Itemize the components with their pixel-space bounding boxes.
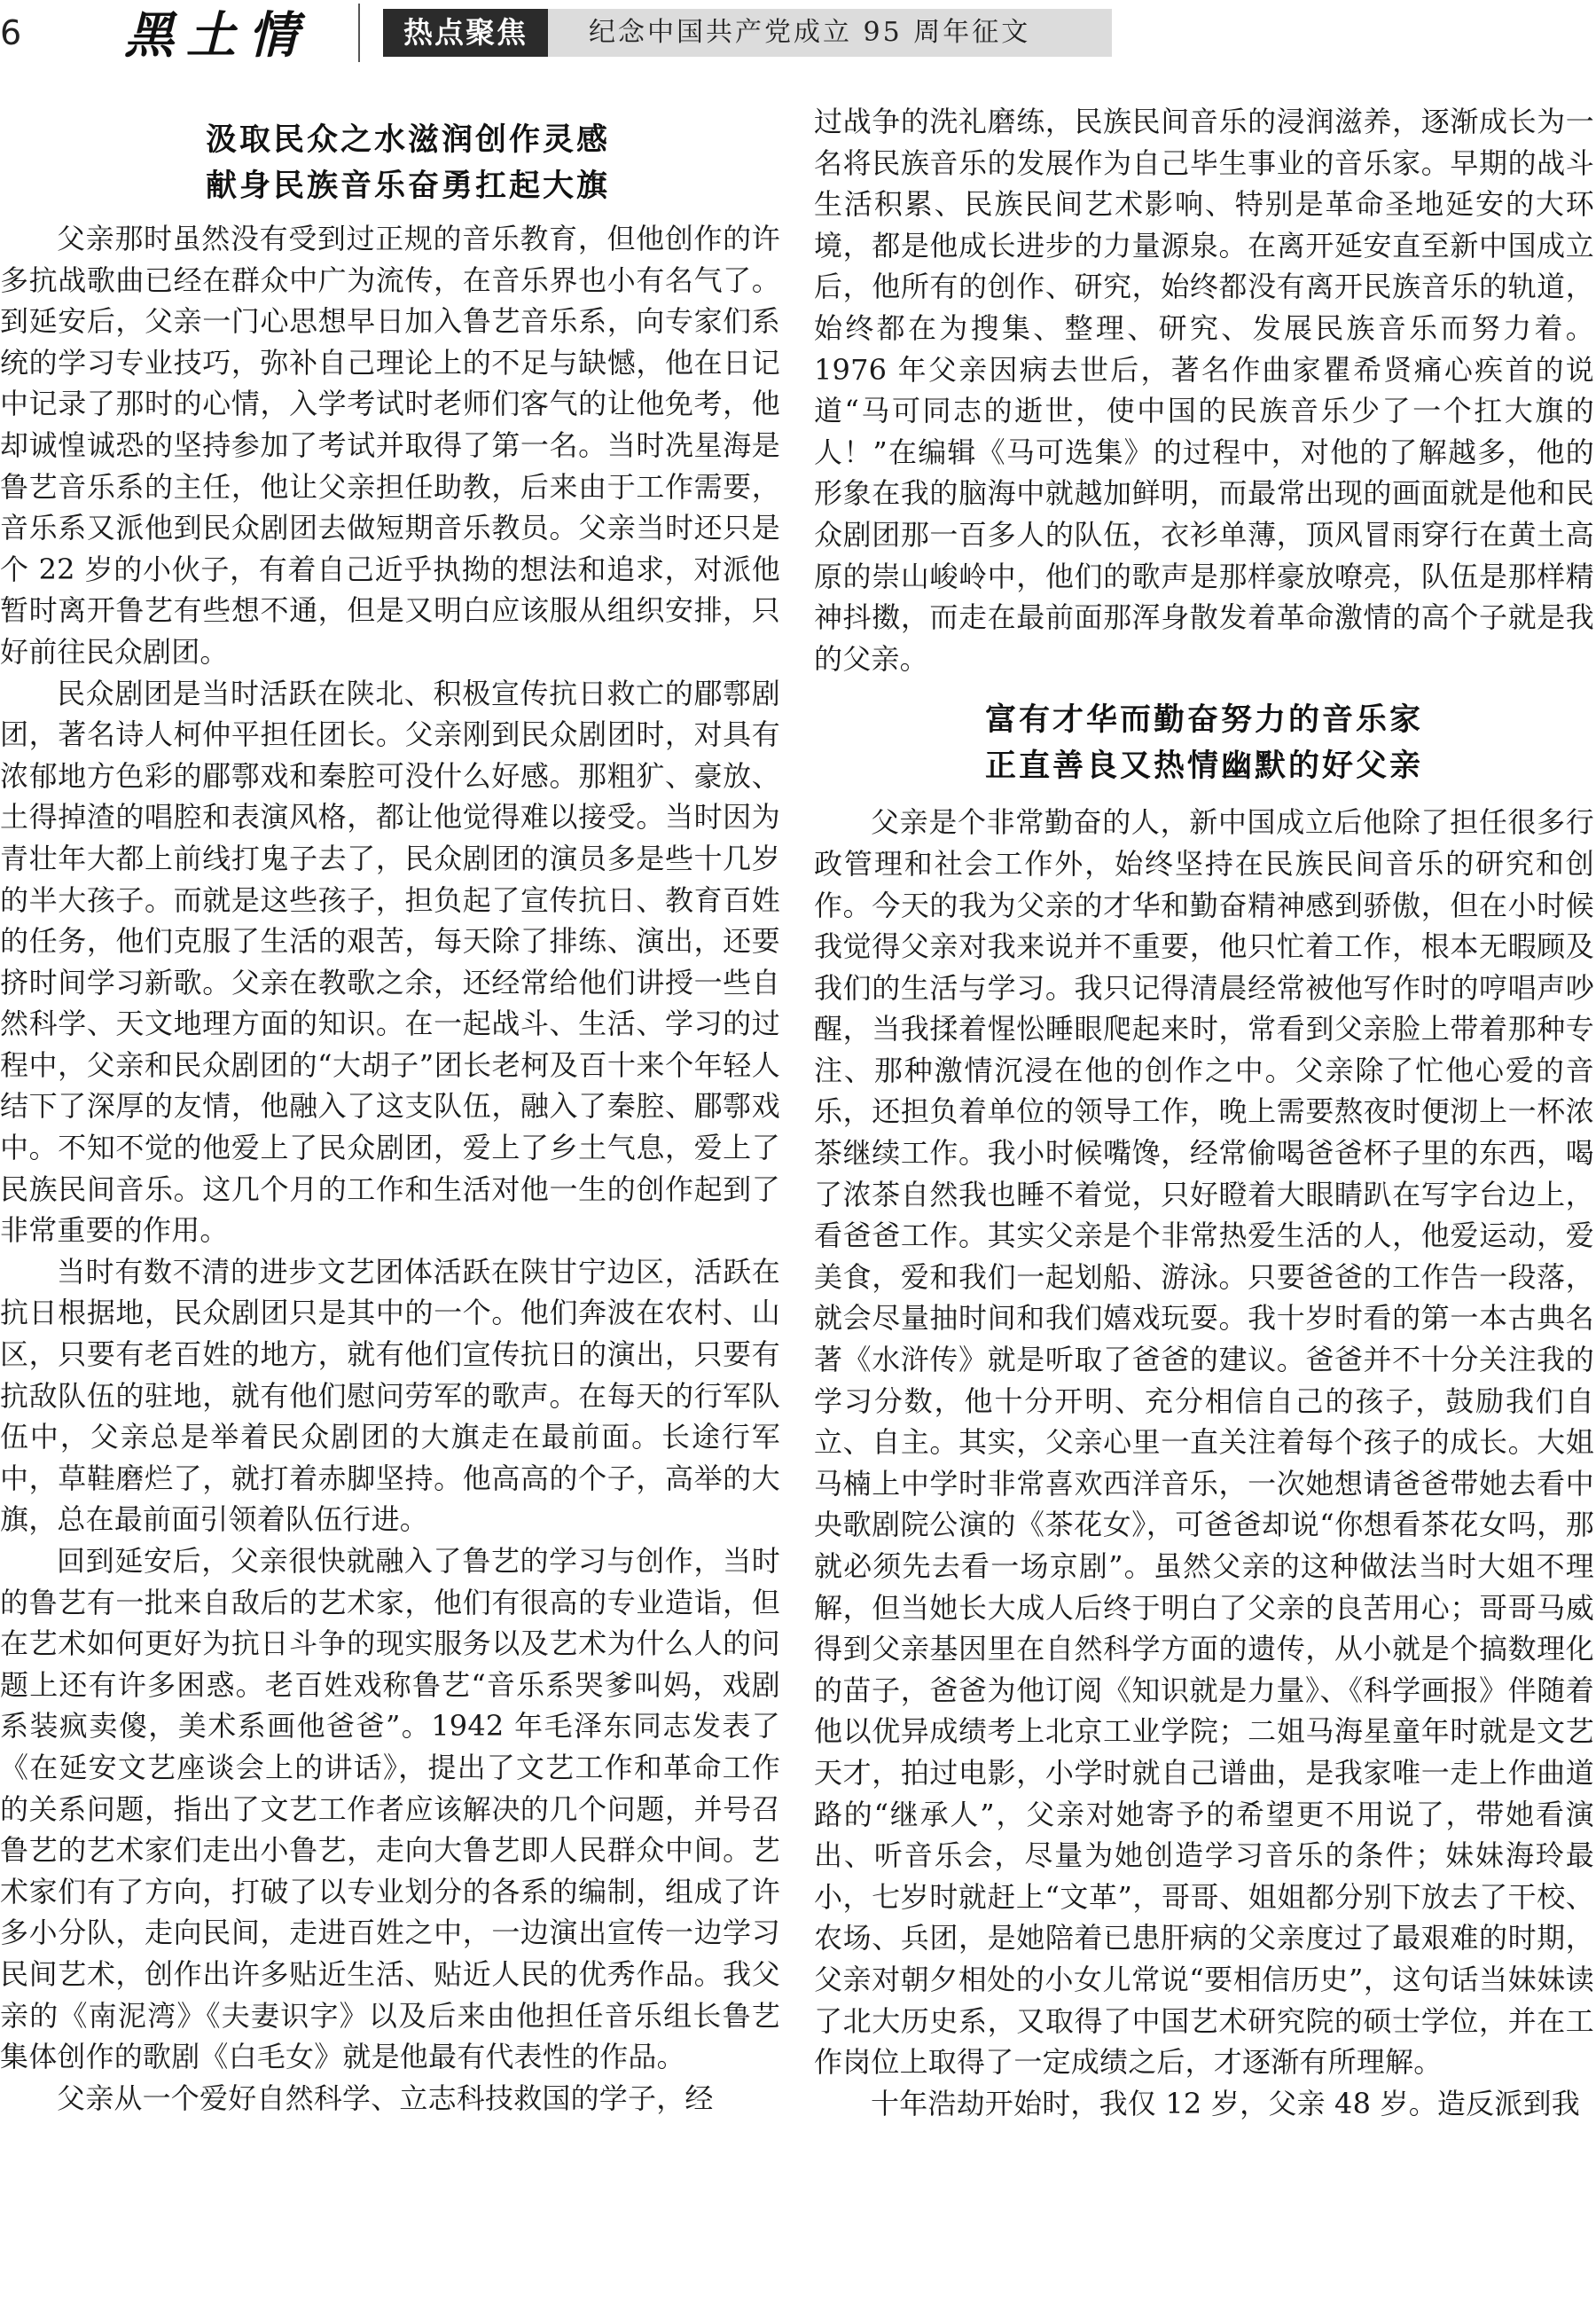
section-headline xyxy=(814,697,1594,789)
page-header xyxy=(0,0,1596,73)
left-column xyxy=(0,114,780,2119)
headline-line-1: 富有才华而勤奋努力的音乐家 xyxy=(984,702,1423,739)
paragraph: 父亲是个非常勤奋的人，新中国成立后他除了担任很多行政管理和社会工作外，始终坚持在民族民间音乐的研究和创作。今天的我为父亲的才华和勤奋精神感到骄傲，但在小时候我觉得父亲对我来说并不重要，他只忙着工作，根本无暇顾及我们的生活与学习。我只记得清晨经常被他写作时的哼唱声吵醒，当我揉着惺忪睡眼爬起来时，常看到父亲脸上带着那种专注、那种激情沉浸在他的创作之中。父亲除了忙他心爱的音乐，还担负着单位的领导工作，晚上需要熬夜时便沏上一杯浓茶继续工作。我小时候嘴馋，经常偷喝爸爸杯子里的东西，喝了浓茶自然我也睡不着觉，只好瞪着大眼睛趴在写字台边上，看爸爸工作。其实父亲是个非常热爱生活的人，他爱运动，爱美食，爱和我们一起划船、游泳。只要爸爸的工作告一段落，就会尽量抽时间和我们嬉戏玩耍。我十岁时看的第一本古典名著《水浒传》就是听取了爸爸的建议。爸爸并不十分关注我的学习分数，他十分开明、充分相信自己的孩子，鼓励我们自立、自主。其实，父亲心里一直关注着每个孩子的成长。大姐马楠上中学时非常喜欢西洋音乐，一次她想请爸爸带她去看中央歌剧院公演的《茶花女》，可爸爸却说“你想看茶花女吗，那就必须先去看一场京剧”。虽然父亲的这种做法当时大姐不理解，但当她长大成人后终于明白了父亲的良苦用心；哥哥马威得到父亲基因里在自然科学方面的遗传，从小就是个搞数理化的苗子，爸爸为他订阅《知识就是力量》、《科学画报》伴随着他以优异成绩考上北京工业学院；二姐马海星童年时就是文艺天才，拍过电影，小学时就自己谱曲，是我家唯一走上作曲道路的“继承人”，父亲对她寄予的希望更不用说了，带她看演出、听音乐会，尽量为她创造学习音乐的条件；妹妹海玲最小，七岁时就赶上“文革”，哥哥、姐姐都分别下放去了干校、农场、兵团，是她陪着已患肝病的父亲度过了最艰难的时期，父亲对朝夕相处的小女儿常说“要相信历史”，这句话当妹妹读了北大历史系，又取得了中国艺术研究院的硕士学位，并在工作岗位上取得了一定成绩之后，才逐渐有所理解。 xyxy=(814,805,1594,2080)
masthead-logo: 黑土情 xyxy=(124,6,310,65)
headline-line-2: 正直善良又热情幽默的好父亲 xyxy=(984,748,1423,785)
section-headline xyxy=(0,117,780,209)
paragraph: 父亲从一个爱好自然科学、立志科技救国的学子，经 xyxy=(57,2081,714,2115)
series-title: 纪念中国共产党成立 95 周年征文 xyxy=(548,9,1112,57)
section-tag: 热点聚焦 xyxy=(383,9,548,57)
right-column xyxy=(814,101,1594,2124)
paragraph: 回到延安后，父亲很快就融入了鲁艺的学习与创作，当时的鲁艺有一批来自敌后的艺术家，他们有很高的专业造诣，但在艺术如何更好为抗日斗争的现实服务以及艺术为什么人的问题上还有许多困惑。老百姓戏称鲁艺“音乐系哭爹叫妈，戏剧系装疯卖傻，美术系画他爸爸”。1942 年毛泽东同志发表了《在延安文艺座谈会上的讲话》，提出了文艺工作和革命工作的关系问题，指出了文艺工作者应该解决的几个问题，并号召鲁艺的艺术家们走出小鲁艺，走向大鲁艺即人民群众中间。艺术家们有了方向，打破了以专业划分的各系的编制，组成了许多小分队，走向民间，走进百姓之中，一边演出宣传一边学习民间艺术，创作出许多贴近生活、贴近人民的优秀作品。我父亲的《南泥湾》《夫妻识字》以及后来由他担任音乐组长鲁艺集体创作的歌剧《白毛女》就是他最有代表性的作品。 xyxy=(0,1544,780,2074)
paragraph: 当时有数不清的进步文艺团体活跃在陕甘宁边区，活跃在抗日根据地，民众剧团只是其中的一个。他们奔波在农村、山区，只要有老百姓的地方，就有他们宣传抗日的演出，只要有抗敌队伍的驻地，就有他们慰问劳军的歌声。在每天的行军队伍中，父亲总是举着民众剧团的大旗走在最前面。长途行军中，草鞋磨烂了，就打着赤脚坚持。他高高的个子，高举的大旗，总在最前面引领着队伍行进。 xyxy=(0,1254,780,1537)
header-divider xyxy=(358,4,360,62)
page-number: 6 xyxy=(0,13,22,52)
headline-line-1: 汲取民众之水滋润创作灵感 xyxy=(205,122,610,158)
paragraph: 十年浩劫开始时，我仅 12 岁，父亲 48 岁。造反派到我 xyxy=(871,2086,1580,2120)
headline-line-2: 献身民族音乐奋勇扛起大旗 xyxy=(205,168,610,204)
paragraph: 民众剧团是当时活跃在陕北、积极宣传抗日救亡的郿鄠剧团，著名诗人柯仲平担任团长。父亲刚到民众剧团时，对具有浓郁地方色彩的郿鄠戏和秦腔可没什么好感。那粗犷、豪放、土得掉渣的唱腔和表演风格，都让他觉得难以接受。当时因为青壮年大都上前线打鬼子去了，民众剧团的演员多是些十几岁的半大孩子。而就是这些孩子，担负起了宣传抗日、教育百姓的任务，他们克服了生活的艰苦，每天除了排练、演出，还要挤时间学习新歌。父亲在教歌之余，还经常给他们讲授一些自然科学、天文地理方面的知识。在一起战斗、生活、学习的过程中，父亲和民众剧团的“大胡子”团长老柯及百十来个年轻人结下了深厚的友情，他融入了这支队伍，融入了秦腔、郿鄠戏中。不知不觉的他爱上了民众剧团，爱上了乡土气息，爱上了民族民间音乐。这几个月的工作和生活对他一生的创作起到了非常重要的作用。 xyxy=(0,676,780,1248)
continued-paragraph: 过战争的洗礼磨练，民族民间音乐的浸润滋养，逐渐成长为一名将民族音乐的发展作为自己毕生事业的音乐家。早期的战斗生活积累、民族民间艺术影响、特别是革命圣地延安的大环境，都是他成长进步的力量源泉。在离开延安直至新中国成立后，他所有的创作、研究，始终都没有离开民族音乐的轨道，始终都在为搜集、整理、研究、发展民族音乐而努力着。1976 年父亲因病去世后，著名作曲家瞿希贤痛心疾首的说道“马可同志的逝世，使中国的民族音乐少了一个扛大旗的人！”在编辑《马可选集》的过程中，对他的了解越多，他的形象在我的脑海中就越加鲜明，而最常出现的画面就是他和民众剧团那一百多人的队伍，衣衫单薄，顶风冒雨穿行在黄土高原的崇山峻岭中，他们的歌声是那样豪放嘹亮，队伍是那样精神抖擞，而走在最前面那浑身散发着革命激情的高个子就是我的父亲。 xyxy=(814,105,1594,676)
paragraph: 父亲那时虽然没有受到过正规的音乐教育，但他创作的许多抗战歌曲已经在群众中广为流传，在音乐界也小有名气了。到延安后，父亲一门心思想早日加入鲁艺音乐系，向专家们系统的学习专业技巧，弥补自己理论上的不足与缺憾，他在日记中记录了那时的心情，入学考试时老师们客气的让他免考，他却诚惶诚恐的坚持参加了考试并取得了第一名。当时冼星海是鲁艺音乐系的主任，他让父亲担任助教，后来由于工作需要，音乐系又派他到民众剧团去做短期音乐教员。父亲当时还只是个 22 岁的小伙子，有着自己近乎执拗的想法和追求，对派他暂时离开鲁艺有些想不通，但是又明白应该服从组织安排，只好前往民众剧团。 xyxy=(0,222,780,669)
